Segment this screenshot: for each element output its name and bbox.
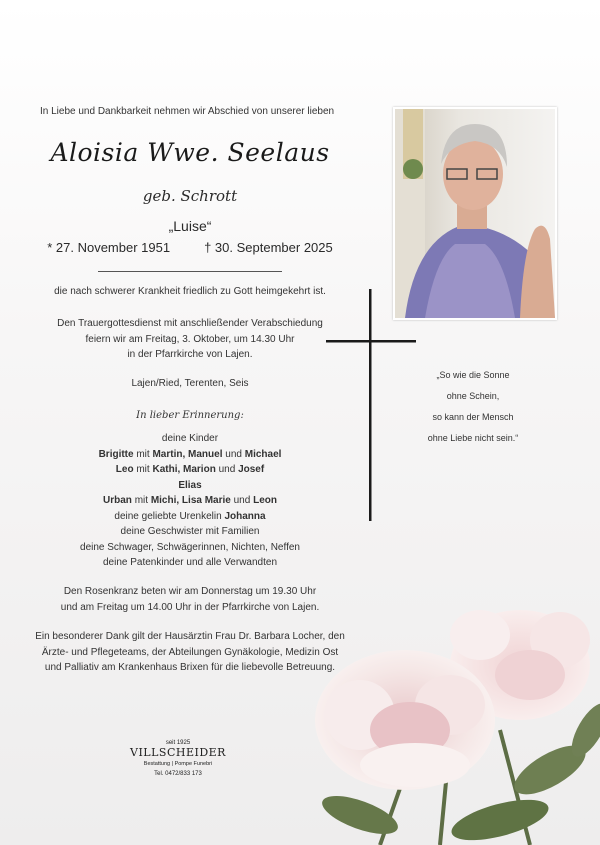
peony-flowers-image — [300, 580, 600, 845]
nickname: „Luise“ — [168, 218, 212, 234]
portrait-photo — [393, 107, 557, 320]
birth-date: * 27. November 1951 — [47, 240, 171, 255]
mourner-line: Brigitte mit Martin, Manuel und Michael — [98, 448, 282, 460]
mourner-line: Leo mit Kathi, Marion und Josef — [115, 464, 265, 475]
mourners-list — [20, 431, 360, 571]
thanks-line: Ärzte- und Pflegeteams, der Abteilungen Gynäkologie, Medizin Ost — [41, 646, 339, 658]
service-line: Den Trauergottesdienst mit anschließender Verabschiedung — [57, 318, 323, 329]
mourner-line: deine Geschwister mit Familien — [120, 526, 260, 537]
death-date: † 30. September 2025 — [204, 240, 333, 255]
intro-text: In Liebe und Dankbarkeit nehmen wir Abschied von unserer lieben — [40, 106, 335, 117]
mourner-line: Elias — [178, 479, 202, 491]
portrait-photo-icon — [395, 109, 555, 318]
thanks-line: und Palliativ am Krankenhaus Brixen für die liebevolle Betreuung. — [44, 662, 336, 673]
thanks-text — [20, 629, 360, 676]
service-line: feiern wir am Freitag, 3. Oktober, um 14.30 Uhr — [85, 333, 295, 345]
logo-since: seit 1925 — [165, 740, 191, 746]
logo-phone: Tel. 0472/833 173 — [154, 771, 202, 777]
deceased-name: Aloisia Wwe. Seelaus — [50, 138, 330, 167]
places: Lajen/Ried, Terenten, Seis — [131, 378, 249, 389]
quote-line: „So wie die Sonne — [436, 370, 510, 380]
rosary-line: Den Rosenkranz beten wir am Donnerstag um 19.30 Uhr — [63, 586, 317, 597]
thanks-line: Ein besonderer Dank gilt der Hausärztin Frau Dr. Barbara Locher, den — [35, 631, 345, 642]
quote-line: ohne Schein, — [446, 391, 500, 401]
rosary-line: und am Freitag um 14.00 Uhr in der Pfarrkirche von Lajen. — [60, 601, 320, 613]
mourner-line: deine Kinder — [161, 433, 219, 444]
memory-heading: In lieber Erinnerung: — [136, 410, 244, 421]
rosary-info — [20, 584, 360, 615]
mourner-line: deine Schwager, Schwägerinnen, Nichten, Neffen — [80, 541, 300, 553]
maiden-name: geb. Schrott — [142, 187, 238, 205]
mourner-line: Urban mit Michi, Lisa Marie und Leon — [103, 495, 277, 506]
quote-line: ohne Liebe nicht sein.“ — [427, 433, 519, 443]
mourner-line: deine geliebte Urenkelin Johanna — [114, 510, 266, 522]
quote-line: so kann der Mensch — [432, 412, 514, 422]
divider — [98, 271, 282, 272]
mourner-line: deine Patenkinder und alle Verwandten — [102, 557, 278, 568]
service-line: in der Pfarrkirche von Lajen. — [127, 349, 253, 360]
life-dates — [40, 240, 340, 255]
undertaker-logo — [128, 740, 228, 777]
quote — [415, 365, 531, 449]
logo-subtitle: Bestattung | Pompe Funebri — [143, 761, 213, 767]
passing-text: die nach schwerer Krankheit friedlich zu Gott heimgekehrt ist. — [54, 286, 326, 297]
service-info — [20, 316, 360, 363]
logo-name: VILLSCHEIDER — [130, 746, 226, 759]
